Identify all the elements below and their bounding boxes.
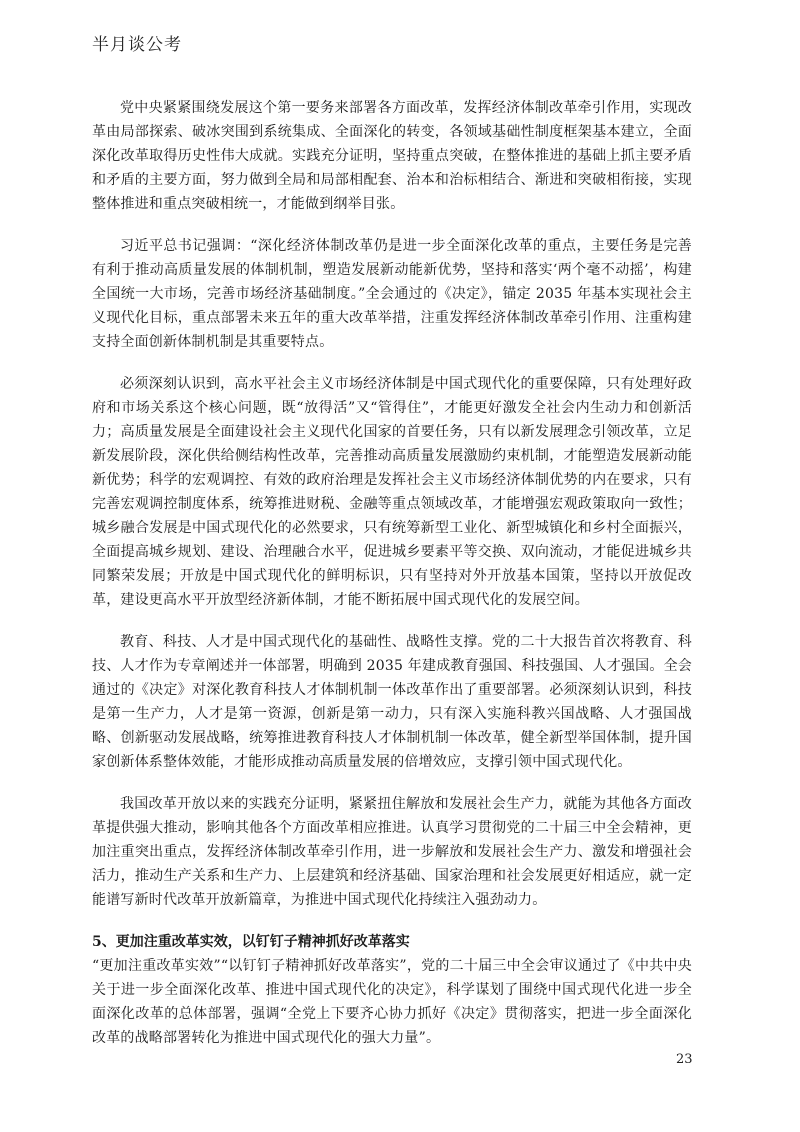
paragraph: 习近平总书记强调：“深化经济体制改革仍是进一步全面深化改革的重点，主要任务是完善有利于推动高质量发展的体制机制，塑造发展新动能新优势，坚持和落实‘两个毫不动摇’，构建全国统一大市场，完善市场经济基础制度。”全会通过的《决定》，锚定 2035 年基本实现社会主义现代化目标，重点部署未来五年的重大改革举措，注重发挥经济体制改革牵引作用、注重构建支持全面创新体制机制是其重要特点。: [92, 238, 692, 350]
paragraph: 必须深刻认识到，高水平社会主义市场经济体制是中国式现代化的重要保障，只有处理好政府和市场关系这个核心问题，既“放得活”又“管得住”，才能更好激发全社会内生动力和创新活力；高质量发展是全面建设社会主义现代化国家的首要任务，只有以新发展理念引领改革，立足新发展阶段，深化供给侧结构性改革，完善推动高质量发展激励约束机制，才能塑造发展新动能新优势；科学的宏观调控、有效的政府治理是发挥社会主义市场经济体制优势的内在要求，只有完善宏观调控制度体系，统筹推进财税、金融等重点领域改革，才能增强宏观政策取向一致性；城乡融合发展是中国式现代化的必然要求，只有统筹新型工业化、新型城镇化和乡村全面振兴，全面提高城乡规划、建设、治理融合水平，促进城乡要素平等交换、双向流动，才能促进城乡共同繁荣发展；开放是中国式现代化的鲜明标识，只有坚持对外开放基本国策，坚持以开放促改革，建设更高水平开放型经济新体制，才能不断拓展中国式现代化的发展空间。: [92, 376, 692, 608]
header-title: 半月谈公考: [92, 35, 182, 55]
paragraph: 党中央紧紧围绕发展这个第一要务来部署各方面改革，发挥经济体制改革牵引作用，实现改革由局部探索、破冰突围到系统集成、全面深化的转变，各领域基础性制度框架基本建立，全面深化改革取得历史性伟大成就。实践充分证明，坚持重点突破，在整体推进的基础上抓主要矛盾和矛盾的主要方面，努力做到全局和局部相配套、治本和治标相结合、渐进和突破相衔接，实现整体推进和重点突破相统一，才能做到纲举目张。: [92, 100, 692, 212]
document-body: [92, 96, 692, 1068]
page-number: 23: [676, 1052, 693, 1067]
paragraph: 教育、科技、人才是中国式现代化的基础性、战略性支撑。党的二十大报告首次将教育、科技、人才作为专章阐述并一体部署，明确到 2035 年建成教育强国、科技强国、人才强国。全会通过的《决定》对深化教育科技人才体制机制一体改革作出了重要部署。必须深刻认识到，科技是第一生产力，人才是第一资源，创新是第一动力，只有深入实施科教兴国战略、人才强国战略、创新驱动发展战略，统筹推进教育科技人才体制机制一体改革，健全新型举国体制，提升国家创新体系整体效能，才能形成推动高质量发展的倍增效应，支撑引领中国式现代化。: [92, 634, 692, 770]
section-body: “更加注重改革实效”“以钉钉子精神抓好改革落实”，党的二十届三中全会审议通过了《中共中央关于进一步全面深化改革、推进中国式现代化的决定》，科学谋划了围绕中国式现代化进一步全面深化改革的总体部署，强调“全党上下要齐心协力抓好《决定》贯彻落实，把进一步全面深化改革的战略部署转化为推进中国式现代化的强大力量”。: [92, 958, 692, 1046]
section-heading: 5、更加注重改革实效，以钉钉子精神抓好改革落实: [92, 934, 410, 950]
paragraph: 我国改革开放以来的实践充分证明，紧紧扭住解放和发展社会生产力，就能为其他各方面改革提供强大推动，影响其他各个方面改革相应推进。认真学习贯彻党的二十届三中全会精神，更加注重突出重点，发挥经济体制改革牵引作用，进一步解放和发展社会生产力、激发和增强社会活力，推动生产关系和生产力、上层建筑和经济基础、国家治理和社会发展更好相适应，就一定能谱写新时代改革开放新篇章，为推进中国式现代化持续注入强劲动力。: [92, 796, 692, 908]
